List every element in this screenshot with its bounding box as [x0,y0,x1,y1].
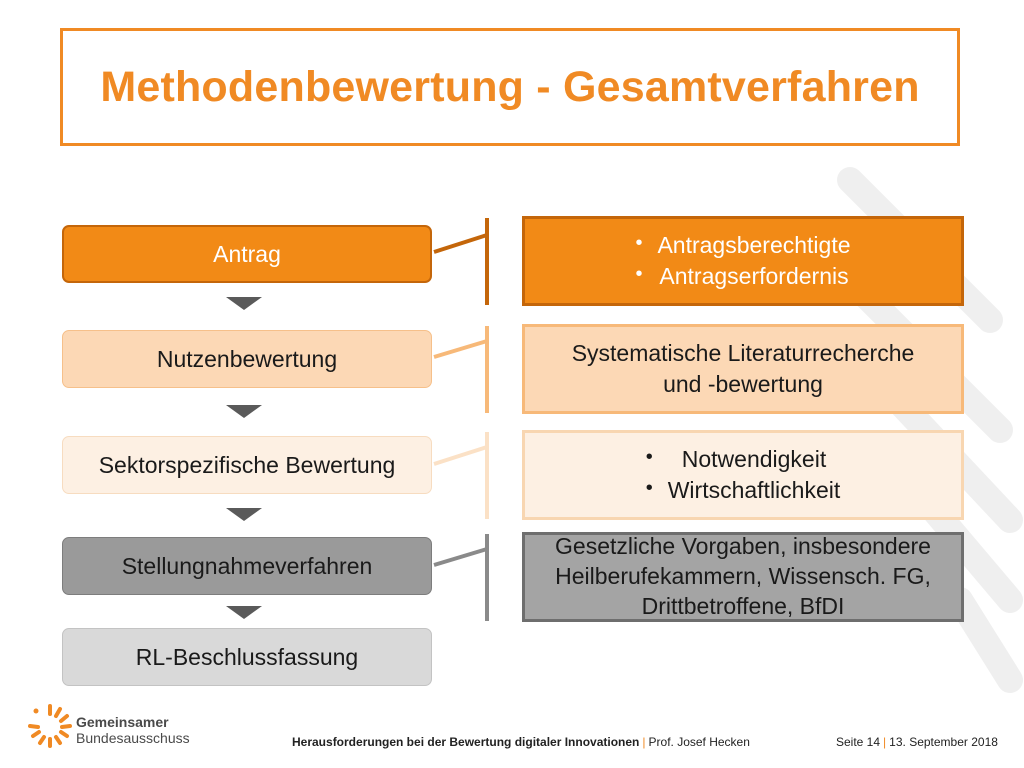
footer-separator: | [642,735,646,749]
step-label: Nutzenbewertung [156,345,338,372]
list-item: • Wirtschaftlichkeit [646,475,841,506]
bullet-list [635,230,850,292]
down-arrow-icon [226,606,262,619]
list-item: • Antragsberechtigte [635,230,850,261]
step-stellungnahmeverfahren [62,537,432,595]
footer-presentation-title: Herausforderungen bei der Bewertung digitaler Innovationen [292,735,640,749]
logo-line-2: Bundesausschuss [76,730,190,746]
step-label: Antrag [213,240,281,267]
footer-separator: | [883,735,887,749]
step-label: Stellungnahmeverfahren [121,552,373,579]
logo-text [76,714,190,746]
panel-text-line: und -bewertung [663,371,823,397]
down-arrow-icon [226,405,262,418]
logo-line-1: Gemeinsamer [76,714,169,730]
panel-stellungnahme-details [522,532,964,622]
footer-author: Prof. Josef Hecken [648,735,750,749]
step-antrag [62,225,432,283]
step-label: RL-Beschlussfassung [135,643,359,670]
list-item: • Notwendigkeit [646,444,841,475]
panel-text-line: Gesetzliche Vorgaben, insbesondere [555,533,931,560]
panel-text-line: Systematische Literaturrecherche [571,339,915,366]
title-box [60,28,960,146]
step-nutzenbewertung [62,330,432,388]
footer-presentation [292,735,750,749]
list-item: • Antragserfordernis [635,261,850,292]
footer-page-info [836,735,998,749]
step-label: Sektorspezifische Bewertung [98,451,396,478]
bullet-list [646,444,841,506]
step-rl-beschlussfassung [62,628,432,686]
panel-antrag-details [522,216,964,306]
footer-page-number: Seite 14 [836,735,881,749]
down-arrow-icon [226,297,262,310]
panel-sektorspezifische-details [522,430,964,520]
step-sektorspezifische-bewertung [62,436,432,494]
down-arrow-icon [226,508,262,521]
panel-text-line: Heilberufekammern, Wissensch. FG, [555,563,931,590]
footer-date: 13. September 2018 [889,735,998,749]
panel-text-line: Drittbetroffene, BfDI [641,592,845,619]
panel-nutzenbewertung-details [522,324,964,414]
page-title: Methodenbewertung - Gesamtverfahren [100,62,920,111]
